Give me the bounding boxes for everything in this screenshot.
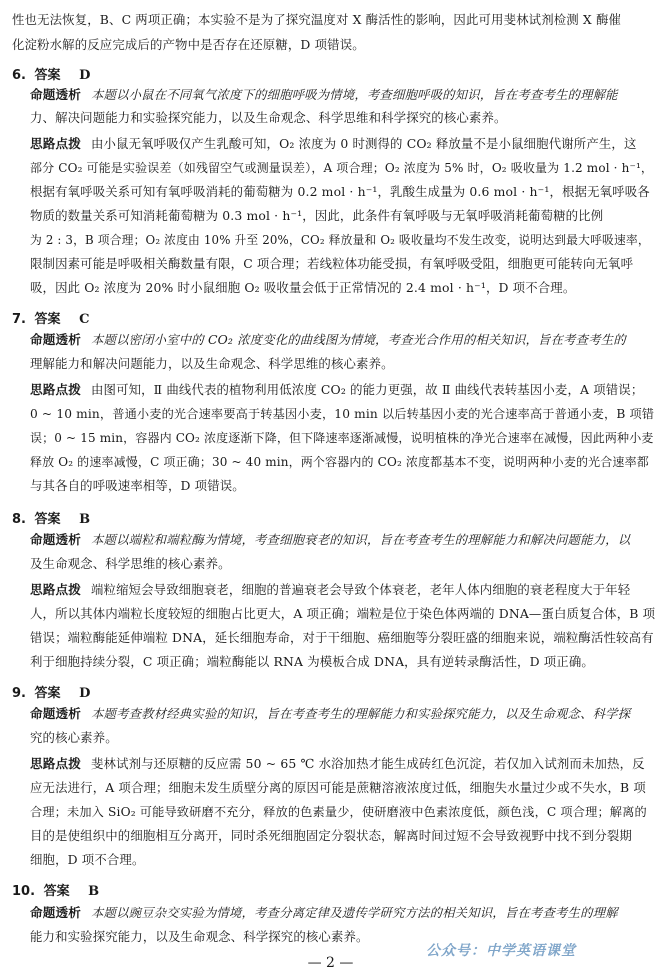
hint-line: 与其各自的呼吸速率相等，D 项错误。	[30, 478, 245, 493]
analysis-line: 力、解决问题能力和实验探究能力，以及生命观念、科学思维和科学探究的核心素养。	[30, 110, 507, 125]
answer-label: 答案	[43, 884, 70, 899]
question-number: 7.	[12, 312, 26, 327]
analysis-line: 命题透析 本题考查教材经典实验的知识，旨在考查考生的理解能力和实验探究能力，以及生命观念、科学探	[30, 706, 631, 721]
analysis-line: 命题透析 本题以小鼠在不同氧气浓度下的细胞呼吸为情境，考查细胞呼吸的知识，旨在考查考生的理解能	[30, 87, 618, 102]
hint-label: 思路点拨	[30, 382, 81, 397]
page-number: — 2 —	[307, 955, 354, 971]
hint-label: 思路点拨	[30, 756, 81, 771]
hint-line: 部分 CO₂ 可能是实验误差（如残留空气或测量误差），A 项合理；O₂ 浓度为 5% 时，O₂ 吸收量为 1.2 mol · h⁻¹，	[30, 161, 654, 175]
intro-line: 化淀粉水解的反应完成后的产物中是否存在还原糖，D 项错误。	[12, 37, 365, 52]
hint-line: 目的是使组织中的细胞相互分离开，同时杀死细胞固定分裂状态，解离时间过短不会导致视野中找不到分裂期	[30, 828, 632, 843]
analysis-label: 命题透析	[30, 532, 81, 547]
analysis-label: 命题透析	[30, 332, 81, 347]
hint-line: 物质的数量关系可知消耗葡萄糖为 0.3 mol · h⁻¹，因此，此条件有氧呼吸与无氧呼吸消耗葡萄糖的比例	[30, 208, 604, 223]
analysis-label: 命题透析	[30, 87, 81, 102]
question-number: 10.	[12, 884, 36, 899]
answer-value: B	[88, 884, 100, 899]
answer-value: D	[79, 686, 91, 701]
analysis-line: 究的核心素养。	[30, 730, 118, 745]
analysis-label: 命题透析	[30, 706, 81, 721]
analysis-line: 及生命观念、科学思维的核心素养。	[30, 556, 231, 571]
answer-value: C	[79, 312, 90, 327]
question-header	[12, 682, 90, 701]
hint-line: 人，所以其体内端粒长度较短的细胞占比更大，A 项正确；端粒是位于染色体两端的 DNA—蛋白质复合体，B 项	[30, 606, 656, 621]
intro-line: 性也无法恢复，B、C 两项正确；本实验不是为了探究温度对 X 酶活性的影响，因此可用斐林试剂检测 X 酶催	[12, 12, 622, 27]
question-header	[12, 880, 99, 899]
hint-line: 0 ~ 10 min，普通小麦的光合速率要高于转基因小麦，10 min 以后转基因小麦的光合速率高于普通小麦，B 项错	[30, 407, 655, 421]
analysis-line: 命题透析 本题以豌豆杂交实验为情境，考查分离定律及遗传学研究方法的相关知识，旨在考查考生的理解	[30, 905, 618, 920]
hint-line: 释放 O₂ 的速率减慢，C 项正确；30 ~ 40 min，两个容器内的 CO₂ 浓度都基本不变，说明两种小麦的光合速率都	[30, 455, 649, 469]
question-number: 6.	[12, 68, 26, 83]
analysis-line: 命题透析 本题以端粒和端粒酶为情境，考查细胞衰老的知识，旨在考查考生的理解能力和解决问题能力，以	[30, 532, 631, 547]
answer-label: 答案	[34, 312, 61, 327]
analysis-label: 命题透析	[30, 905, 81, 920]
analysis-line: 命题透析 本题以密闭小室中的 CO₂ 浓度变化的曲线图为情境，考查光合作用的相关知识，旨在考查考生的	[30, 332, 626, 347]
hint-line: 根据有氧呼吸关系可知有氧呼吸消耗的葡萄糖为 0.2 mol · h⁻¹，乳酸生成量为 0.6 mol · h⁻¹，根据无氧呼吸各	[30, 184, 650, 199]
hint-line: 合理；未加入 SiO₂ 可能导致研磨不充分，释放的色素量少，使研磨液中色素浓度低，颜色浅，C 项合理；解离的	[30, 805, 647, 819]
hint-line: 误；0 ~ 15 min，容器内 CO₂ 浓度逐渐下降，但下降速率逐渐减慢，说明植株的净光合速率在减慢，因此两种小麦	[30, 431, 654, 445]
answer-label: 答案	[34, 68, 61, 83]
analysis-line: 理解能力和解决问题能力，以及生命观念、科学思维的核心素养。	[30, 356, 394, 371]
question-number: 9.	[12, 686, 26, 701]
hint-line: 利于细胞持续分裂，C 项正确；端粒酶能以 RNA 为模板合成 DNA，具有逆转录酶活性，D 项正确。	[30, 654, 594, 669]
question-number: 8.	[12, 512, 26, 527]
hint-line: 思路点拨 端粒缩短会导致细胞衰老，细胞的普遍衰老会导致个体衰老，老年人体内细胞的衰老程度大于年轻	[30, 582, 631, 597]
answer-value: D	[79, 68, 91, 83]
answer-label: 答案	[34, 512, 61, 527]
hint-line: 为 2 : 3，B 项合理；O₂ 浓度由 10% 升至 20%，CO₂ 释放量和 O₂ 吸收量均不发生改变，说明达到最大呼吸速率，	[30, 233, 650, 247]
question-header	[12, 508, 90, 527]
analysis-line: 能力和实验探究能力，以及生命观念、科学探究的核心素养。	[30, 929, 369, 944]
hint-line: 思路点拨 由小鼠无氧呼吸仅产生乳酸可知，O₂ 浓度为 0 时测得的 CO₂ 释放量不是小鼠细胞代谢所产生，这	[30, 136, 637, 151]
answer-label: 答案	[34, 686, 61, 701]
hint-line: 错误；端粒酶能延伸端粒 DNA，延长细胞寿命，对于干细胞、癌细胞等分裂旺盛的细胞来说，端粒酶活性较高有	[30, 630, 654, 645]
hint-line: 限制因素可能是呼吸相关酶数量有限，C 项合理；若线粒体功能受损，有氧呼吸受阻，细胞更可能转向无氧呼	[30, 256, 634, 271]
hint-line: 吸，因此 O₂ 浓度为 20% 时小鼠细胞 O₂ 吸收量会低于正常情况的 2.4 mol · h⁻¹，D 项不合理。	[30, 280, 576, 295]
hint-line: 思路点拨 由图可知，Ⅱ 曲线代表的植物利用低浓度 CO₂ 的能力更强，故 Ⅱ 曲线代表转基因小麦，A 项错误；	[30, 382, 644, 397]
hint-label: 思路点拨	[30, 582, 81, 597]
question-header	[12, 64, 90, 83]
hint-label: 思路点拨	[30, 136, 81, 151]
hint-line: 细胞，D 项不合理。	[30, 852, 145, 867]
answer-value: B	[79, 512, 91, 527]
hint-line: 应无法进行，A 项合理；细胞未发生质壁分离的原因可能是蔗糖溶液浓度过低，细胞失水量过少或不失水，B 项	[30, 780, 646, 795]
watermark: 公众号：中学英语课堂	[426, 943, 576, 959]
question-header	[12, 308, 89, 327]
hint-line: 思路点拨 斐林试剂与还原糖的反应需 50 ~ 65 ℃ 水浴加热才能生成砖红色沉淀，若仅加入试剂而未加热，反	[30, 756, 645, 771]
